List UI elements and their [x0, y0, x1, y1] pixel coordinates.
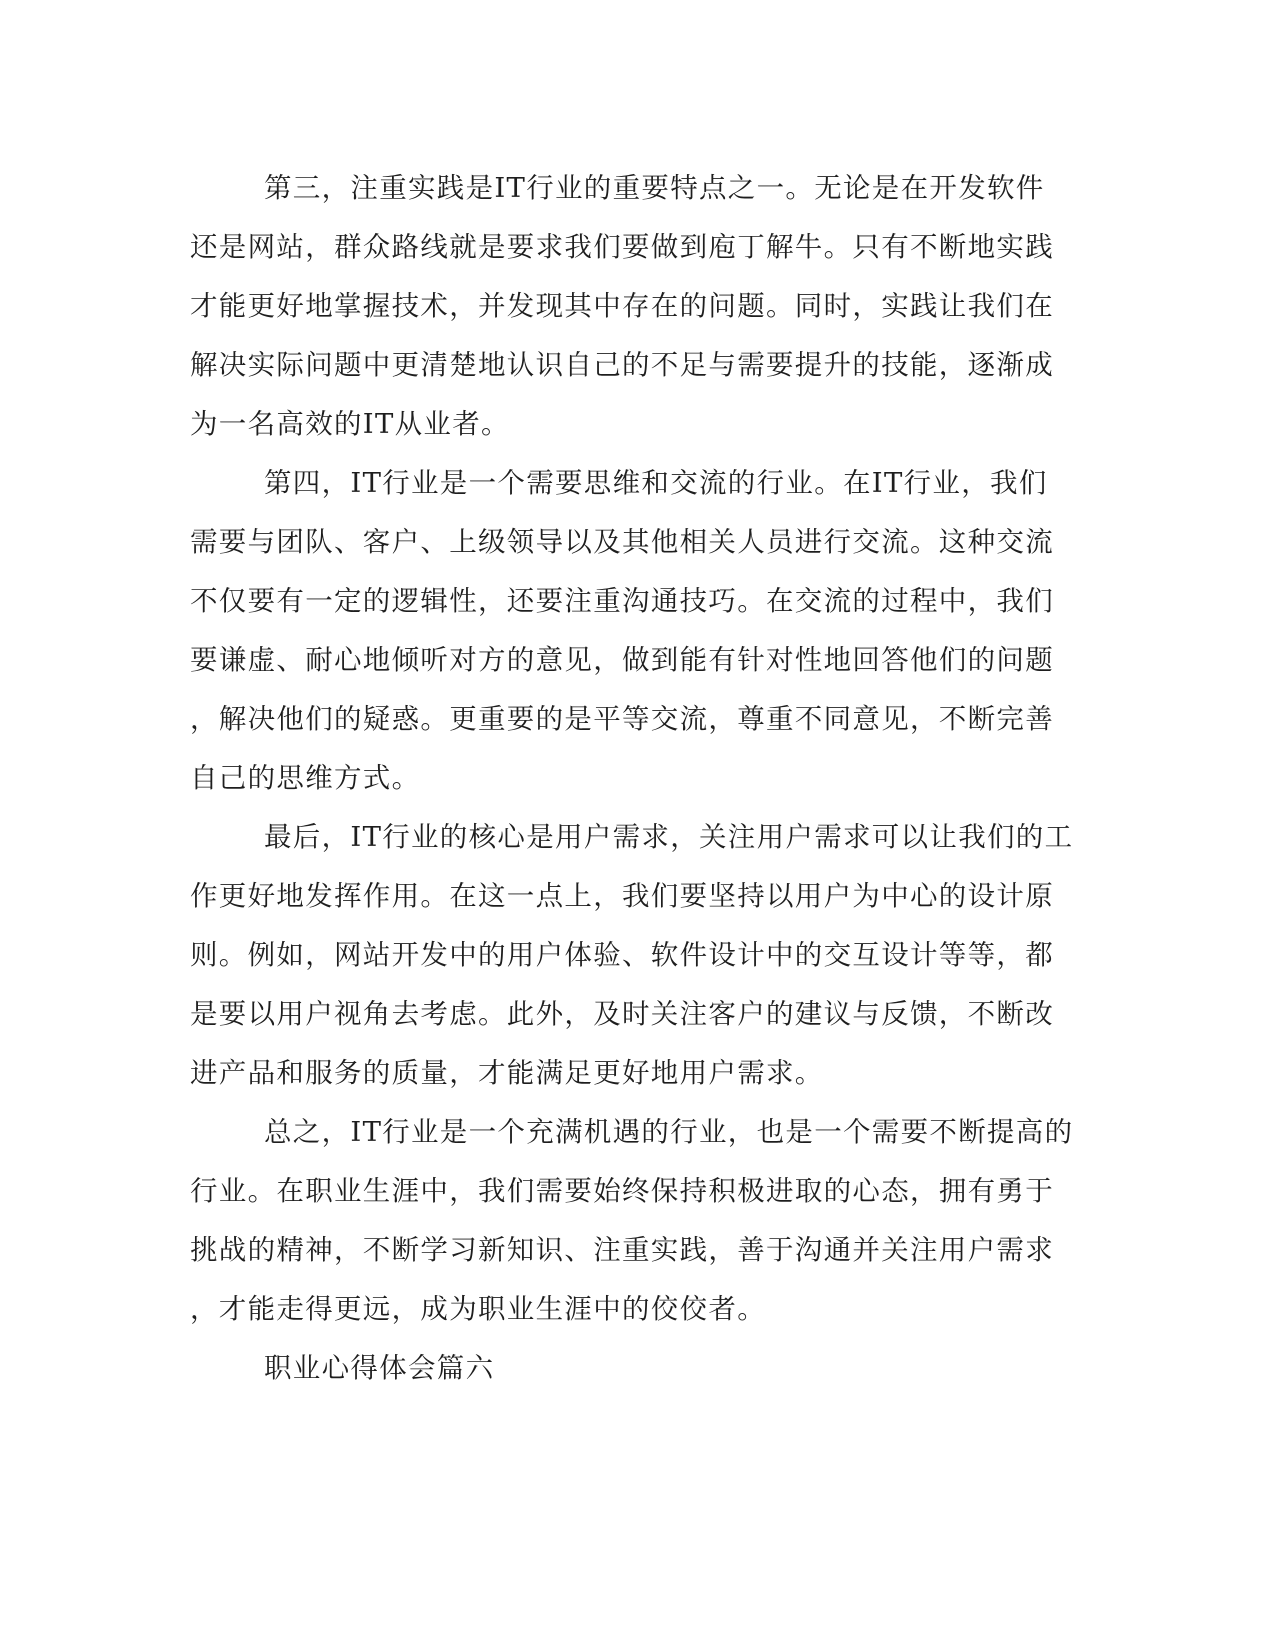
paragraph-2-line-2: 需要与团队、客户、上级领导以及其他相关人员进行交流。这种交流 [190, 526, 1054, 558]
paragraph-1-line-5: 为一名高效的IT从业者。 [190, 408, 510, 440]
paragraph-2-line-5: ，解决他们的疑惑。更重要的是平等交流，尊重不同意见，不断完善 [190, 703, 1054, 735]
paragraph-3-line-5: 进产品和服务的质量，才能满足更好地用户需求。 [190, 1057, 824, 1089]
paragraph-1-line-1: 第三，注重实践是IT行业的重要特点之一。无论是在开发软件 [264, 172, 1045, 204]
paragraph-3-line-1: 最后，IT行业的核心是用户需求，关注用户需求可以让我们的工 [264, 821, 1074, 853]
paragraph-4-line-4: ，才能走得更远，成为职业生涯中的佼佼者。 [190, 1293, 766, 1325]
paragraph-2-line-6: 自己的思维方式。 [190, 762, 421, 794]
paragraph-3-line-2: 作更好地发挥作用。在这一点上，我们要坚持以用户为中心的设计原 [190, 880, 1054, 912]
paragraph-3-line-4: 是要以用户视角去考虑。此外，及时关注客户的建议与反馈，不断改 [190, 998, 1054, 1030]
paragraph-4-line-1: 总之，IT行业是一个充满机遇的行业，也是一个需要不断提高的 [264, 1116, 1074, 1148]
paragraph-2-line-4: 要谦虚、耐心地倾听对方的意见，做到能有针对性地回答他们的问题 [190, 644, 1054, 676]
paragraph-1-line-2: 还是网站，群众路线就是要求我们要做到庖丁解牛。只有不断地实践 [190, 231, 1054, 263]
paragraph-1-line-4: 解决实际问题中更清楚地认识自己的不足与需要提升的技能，逐渐成 [190, 349, 1054, 381]
paragraph-4-line-3: 挑战的精神，不断学习新知识、注重实践，善于沟通并关注用户需求 [190, 1234, 1054, 1266]
paragraph-2-line-1: 第四，IT行业是一个需要思维和交流的行业。在IT行业，我们 [264, 467, 1048, 499]
section-heading: 职业心得体会篇六 [264, 1352, 495, 1384]
paragraph-3-line-3: 则。例如，网站开发中的用户体验、软件设计中的交互设计等等，都 [190, 939, 1054, 971]
paragraph-1-line-3: 才能更好地掌握技术，并发现其中存在的问题。同时，实践让我们在 [190, 290, 1054, 322]
paragraph-4-line-2: 行业。在职业生涯中，我们需要始终保持积极进取的心态，拥有勇于 [190, 1175, 1054, 1207]
paragraph-2-line-3: 不仅要有一定的逻辑性，还要注重沟通技巧。在交流的过程中，我们 [190, 585, 1054, 617]
